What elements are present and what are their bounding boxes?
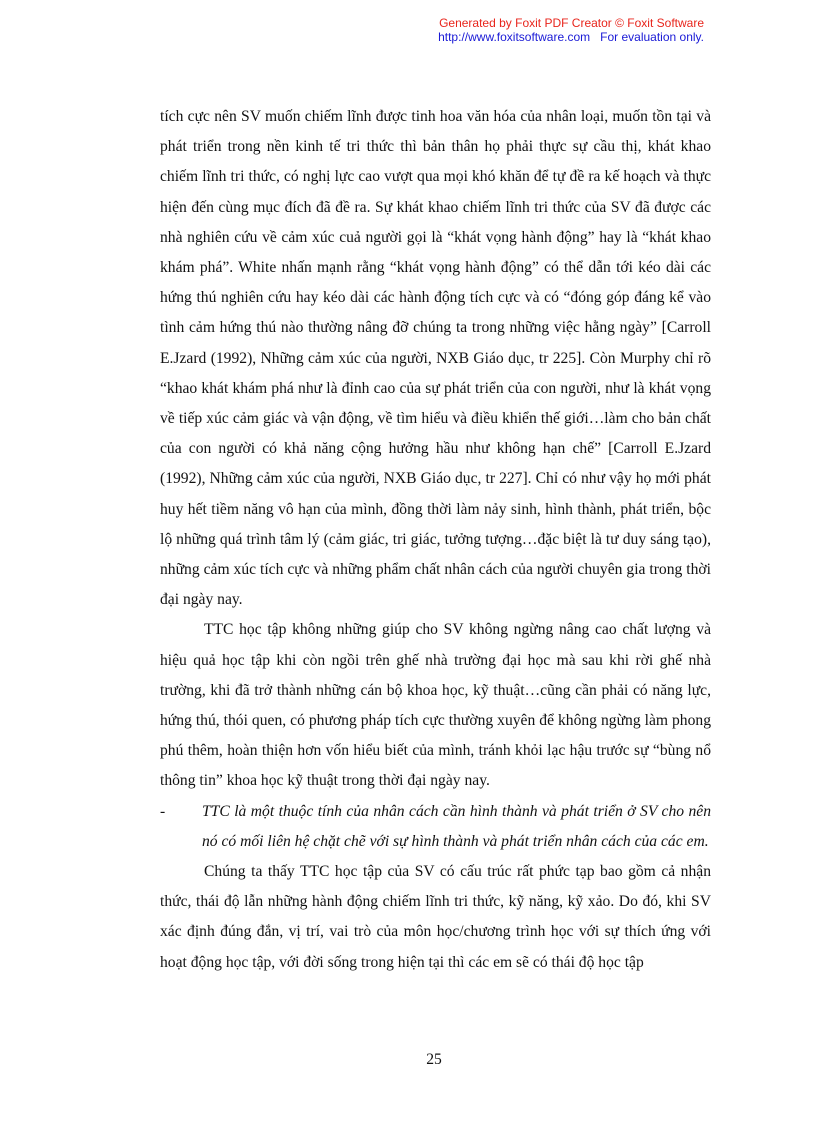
watermark-url: http://www.foxitsoftware.com (438, 30, 591, 44)
paragraph-structure: Chúng ta thấy TTC học tập của SV có cấu trúc rất phức tạp bao gồm cả nhận thức, thái độ lẫn những hành động chiếm lĩnh tri thức, kỹ năng, kỹ xảo. Do đó, khi SV xác định đúng đắn, vị trí, vai trò của môn học/chương trình học với sự thích ứng với hoạt động học tập, với đời sống trong hiện tại thì các em sẽ có thái độ học tập (160, 863, 711, 971)
watermark-subline (438, 30, 704, 44)
page-number: 25 (426, 1051, 442, 1068)
paragraph-continued: tích cực nên SV muốn chiếm lĩnh được tinh hoa văn hóa của nhân loại, muốn tồn tại và phát triển trong nền kinh tế tri thức thì bản thân họ phải thực sự cầu thị, khát khao chiếm lĩnh tri thức, có nghị lực cao vượt qua mọi khó khăn để tự đề ra kế hoạch và thực hiện đến cùng mục đích đã đề ra. Sự khát khao chiếm lĩnh tri thức của SV đã được các nhà nghiên cứu về cảm xúc cuả người gọi là “khát vọng hành động” hay là “khát khao khám phá”. White nhấn mạnh rằng “khát vọng hành động” có thể dẫn tới kéo dài các hứng thú nghiên cứu hay kéo dài các hành động tích cực và có “đóng góp đáng kể vào tình cảm hứng thú nào thường nâng đỡ chúng ta trong những việc hằng ngày” [Carroll E.Jzard (1992), Những cảm xúc của người, NXB Giáo dục, tr 225]. Còn Murphy chỉ rõ “khao khát khám phá như là đỉnh cao của sự phát triển của con người, như là khát vọng về tiếp xúc cảm giác và vận động, về tìm hiểu và điều khiển thế giới…làm cho bản chất của con người có khả năng cộng hưởng hầu như không hạn chế” [Carroll E.Jzard (1992), Những cảm xúc của người, NXB Giáo dục, tr 227]. Chỉ có như vậy họ mới phát huy hết tiềm năng vô hạn của mình, đồng thời làm nảy sinh, hình thành, phát triển, bộc lộ những quá trình tâm lý (cảm giác, tri giác, tưởng tượng…đặc biệt là tư duy sáng tạo), những cảm xúc tích cực và những phẩm chất nhân cách của người chuyên gia trong thời đại ngày nay. (160, 108, 711, 609)
document-body (160, 102, 711, 978)
bullet-dash: - (160, 802, 166, 820)
watermark-note: For evaluation only. (600, 30, 704, 44)
paragraph-ttc-learning: TTC học tập không những giúp cho SV không ngừng nâng cao chất lượng và hiệu quả học tập khi còn ngồi trên ghế nhà trường đại học mà sau khi rời ghế nhà trường, khi đã trở thành những cán bộ khoa học, kỹ thuật…cũng cần phải có năng lực, hứng thú, thói quen, có phương pháp tích cực thường xuyên để không ngừng làm phong phú thêm, hoàn thiện hơn vốn hiểu biết của mình, tránh khỏi lạc hậu trước sự “bùng nổ thông tin” khoa học kỹ thuật trong thời đại ngày nay. (160, 621, 711, 790)
foxit-watermark (438, 16, 704, 44)
bullet-item (160, 797, 711, 857)
bullet-text: TTC là một thuộc tính của nhân cách cần hình thành và phát triển ở SV cho nên nó có mối liên hệ chặt chẽ với sự hình thành và phát triển nhân cách của các em. (202, 802, 711, 850)
watermark-title: Generated by Foxit PDF Creator © Foxit Software (439, 16, 704, 30)
